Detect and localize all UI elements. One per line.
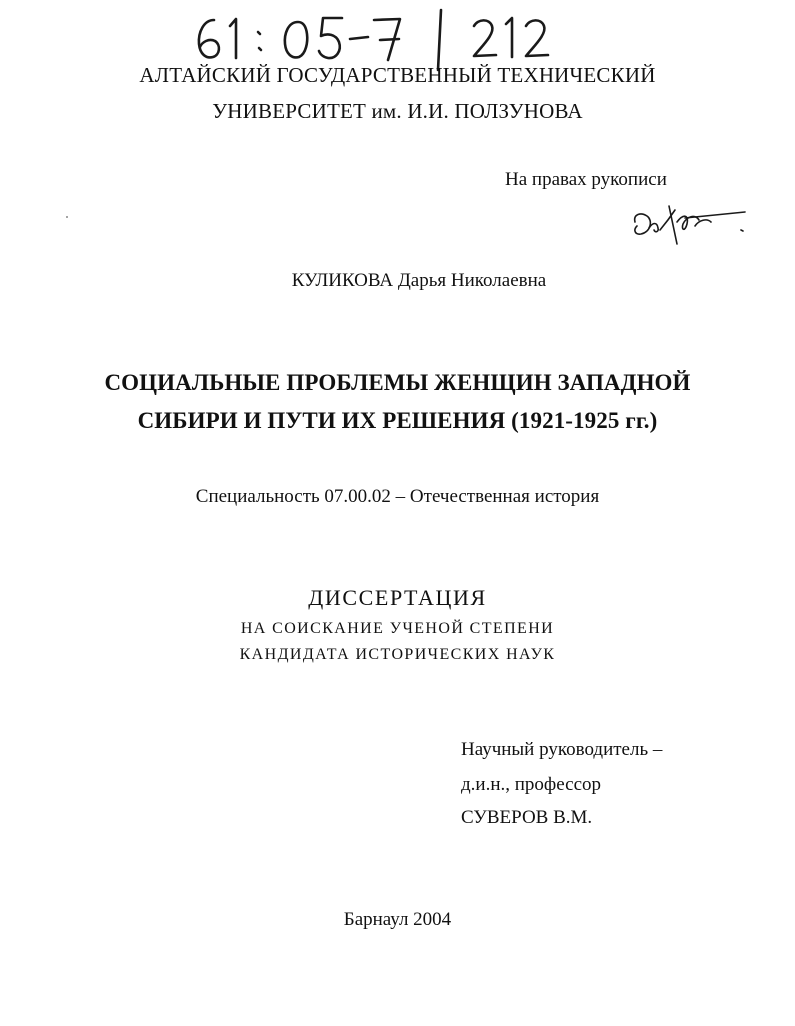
specialty: Специальность 07.00.02 – Отечественная история (195, 486, 600, 507)
document-type: ДИССЕРТАЦИЯ (308, 585, 487, 610)
manuscript-rights: На правах рукописи (505, 169, 667, 190)
advisor-title: д.и.н., профессор (461, 774, 602, 795)
organization-line-1: АЛТАЙСКИЙ ГОСУДАРСТВЕННЫЙ ТЕХНИЧЕСКИЙ (139, 63, 656, 87)
degree-line-2: КАНДИДАТА ИСТОРИЧЕСКИХ НАУК (239, 646, 556, 663)
city-year: Барнаул 2004 (343, 909, 452, 930)
signature-icon (625, 200, 750, 248)
handwritten-catalog-number (190, 4, 590, 72)
dissertation-title-line-1: СОЦИАЛЬНЫЕ ПРОБЛЕМЫ ЖЕНЩИН ЗАПАДНОЙ (104, 370, 691, 395)
dissertation-title-line-2: СИБИРИ И ПУТИ ИХ РЕШЕНИЯ (1921-1925 гг.) (137, 408, 658, 433)
author-name: КУЛИКОВА Дарья Николаевна (291, 270, 547, 291)
organization-line-2: УНИВЕРСИТЕТ им. И.И. ПОЛЗУНОВА (212, 99, 583, 123)
advisor-label: Научный руководитель – (461, 739, 663, 760)
scan-speck (66, 216, 68, 218)
advisor-name: СУВЕРОВ В.М. (461, 807, 593, 828)
degree-line-1: НА СОИСКАНИЕ УЧЕНОЙ СТЕПЕНИ (240, 620, 555, 637)
